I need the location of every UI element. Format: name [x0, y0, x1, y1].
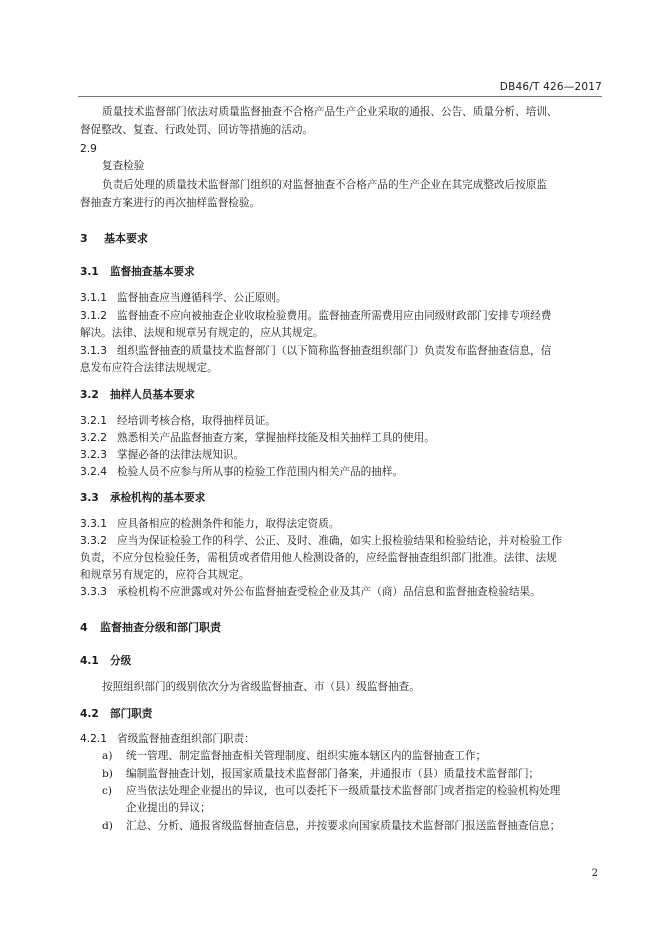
clause-number-2-9: 2.9: [80, 143, 97, 155]
clause-3-1-2: 3.1.2 监督抽查不应向被抽查企业收取检验费用。监督抽查所需费用应由同级财政部门安排专项经费: [80, 310, 552, 322]
paragraph-line: 息发布应符合法律法规规定。: [80, 362, 218, 374]
document-page: DB46/T 426—2017 质量技术监督部门依法对质量监督抽查不合格产品生产企业采取的通报、公告、质量分析、培训、 督促整改、复查、行政处罚、回访等措施的活动。 2.9 复查检验 负责后处理的质量技术监督部门组织的对监督抽查不合格产品的生产企业在其完成整改后按原监 督抽查方案进行的再次抽样监督检验。 3 基本要求 3.1 监督抽查基本要求 3.1.1 监督抽查应当遵循科学、公正原则。 3.1.2 监督抽查不应向被抽查企业收取检验费用。监督抽查所需费用应由同级财政部门安排专项经费 解决。法律、法规和规章另有规定的，应从其规定。 3.1.3 组织监督抽查的质量技术监督部门（以下简称监督抽查组织部门）负责发布监督抽查信息，信 息发布应符合法律法规规定。 3.2 抽样人员基本要求 3.2.1 经培训考核合格，取得抽样员证。 3.2.2 熟悉相关产品监督抽查方案，掌握抽样技能及相关抽样工具的使用。 3.2.3 掌握必备的法律法规知识。 3.2.4 检验人员不应参与所从事的检验工作范围内相关产品的抽样。 3.3 承检机构的基本要求 3.3.1 应具备相应的检测条件和能力，取得法定资质。 3.3.2 应当为保证检验工作的科学、公正、及时、准确，如实上报检验结果和检验结论，并对检验工作 负责，不应分包检验任务，需租赁或者借用他人检测设备的，应经监督抽查组织部门批准。法律、法规 和规章另有规定的，应符合其规定。 3.3.3 承检机构不应泄露或对外公布监督抽查受检企业及其产（商）品信息和监督抽查检验结果。 4 监督抽查分级和部门职责 4.1 分级 按照组织部门的级别依次分为省级监督抽查、市（县）级监督抽查。 4.2 部门职责 4.2.1 省级监督抽查组织部门职责： a) 统一管理、制定监督抽查相关管理制度、组织实施本辖区内的监督抽查工作； b) 编制监督抽查计划，报国家质量技术监督部门备案，并通报市（县）质量技术监督部门； c) 应当依法处理企业提出的异议，也可以委托下一级质量技术监督部门或者指定的检验机构处理 企业提出的异议； d) 汇总、分析、通报省级监督抽查信息，并按要求向国家质量技术监督部门报送监督抽查信息； 2: [80, 81, 602, 879]
section-heading-3: 3 基本要求: [80, 232, 148, 245]
clause-3-3-2: 3.3.2 应当为保证检验工作的科学、公正、及时、准确，如实上报检验结果和检验结论，并对检验工作: [80, 535, 562, 547]
page-number: 2: [591, 868, 598, 879]
clause-4-2-1: 4.2.1 省级监督抽查组织部门职责：: [80, 733, 255, 745]
paragraph-line: 负责，不应分包检验任务，需租赁或者借用他人检测设备的，应经监督抽查组织部门批准。法律、法规: [80, 552, 557, 564]
clause-3-2-1: 3.2.1 经培训考核合格，取得抽样员证。: [80, 415, 276, 427]
paragraph-line: 按照组织部门的级别依次分为省级监督抽查、市（县）级监督抽查。: [102, 681, 420, 693]
clause-3-1-1: 3.1.1 监督抽查应当遵循科学、公正原则。: [80, 292, 287, 304]
subsection-heading-3-3: 3.3 承检机构的基本要求: [80, 492, 206, 504]
subsection-heading-3-1: 3.1 监督抽查基本要求: [80, 266, 195, 278]
paragraph-line: 负责后处理的质量技术监督部门组织的对监督抽查不合格产品的生产企业在其完成整改后按原监: [102, 179, 547, 191]
paragraph-line: 解决。法律、法规和规章另有规定的，应从其规定。: [80, 327, 324, 339]
subsection-heading-3-2: 3.2 抽样人员基本要求: [80, 389, 195, 401]
clause-3-2-4: 3.2.4 检验人员不应参与所从事的检验工作范围内相关产品的抽样。: [80, 466, 404, 478]
standard-code: DB46/T 426—2017: [499, 81, 602, 93]
clause-3-3-1: 3.3.1 应具备相应的检测条件和能力，取得法定资质。: [80, 518, 340, 530]
header-rule: [78, 96, 602, 97]
paragraph-line: 督促整改、复查、行政处罚、回访等措施的活动。: [80, 124, 314, 136]
term-title: 复查检验: [102, 160, 145, 172]
clause-3-3-3: 3.3.3 承检机构不应泄露或对外公布监督抽查受检企业及其产（商）品信息和监督抽查检验结果。: [80, 586, 541, 598]
paragraph-line: 和规章另有规定的，应符合其规定。: [80, 569, 250, 581]
clause-3-2-2: 3.2.2 熟悉相关产品监督抽查方案，掌握抽样技能及相关抽样工具的使用。: [80, 432, 435, 444]
paragraph-line: 督抽查方案进行的再次抽样监督检验。: [80, 197, 261, 209]
section-heading-4: 4 监督抽查分级和部门职责: [80, 621, 221, 634]
paragraph-line: 质量技术监督部门依法对质量监督抽查不合格产品生产企业采取的通报、公告、质量分析、培训、: [102, 106, 558, 118]
subsection-heading-4-2: 4.2 部门职责: [80, 708, 153, 720]
clause-3-2-3: 3.2.3 掌握必备的法律法规知识。: [80, 449, 245, 461]
subsection-heading-4-1: 4.1 分级: [80, 655, 132, 667]
clause-3-1-3: 3.1.3 组织监督抽查的质量技术监督部门（以下简称监督抽查组织部门）负责发布监督抽查信息，信: [80, 345, 552, 357]
